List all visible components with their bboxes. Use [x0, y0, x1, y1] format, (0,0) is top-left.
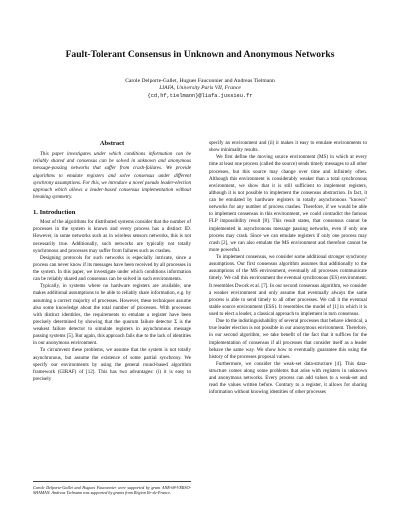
- body-paragraph: specify an environment and (ii) it makes it easy to emulate environments to show minimality results.: [209, 140, 367, 154]
- intro-paragraph: Most of the algorithms for distributed systems consider that the number of processes in the system is known and every process has a distinct ID. However, in some networks such as in wireless sensors networks, this is not necessarily true. Additionally, such networks are typically not totally synchronous and processes may suffer from failures such as crashes.: [33, 219, 191, 254]
- body-paragraph: To implement consensus, we consider some additional stronger synchrony assumptions. Our first consensus algorithm assumes that additionally to the assumptions of the MS environment, eventually all processes communicate timely. We call this environment the eventual synchronous (ES) environment. It resembles Dwork et al. [7]. In our second consensus algorithm, we consider a weaker environment and only assume that eventually always the same process is able to send timely to all other processes. We call it the eventual stable source environment (ESS). It resembles the model of [1] in which it is used to elect a leader, a classical approach to implement in turn consensus.: [209, 254, 367, 317]
- email-address: {cd,hf,tielmann}@liafa.jussieu.fr: [147, 92, 253, 99]
- body-paragraph: Due to the indistinguishability of several processes that behave identical, a true leader election is not possible in our anonymous environment. Therefore, in our second algorithm, we take benefit of the fact that it suffices for the implementation of consensus if all processes that consider itself as a leader behave the same way. We show how to eventually guarantee this using the history of the processes proposal values.: [209, 318, 367, 360]
- intro-paragraph: To circumvent these problems, we assume that the system is not totally asynchronous, but assume the existence of some partial synchrony. We specify our environments by using the general round-based algorithm framework (GIRAF) of [12]. This has two advantages: (i) it is easy to precisely: [33, 347, 191, 382]
- footnote: Carole Delporte-Gallet and Hugues Fauconnier were supported by grant ANR-08-VERSO-SHAMAN. Andreas Tielmann was supported by grants from Région Ile-de-France.: [33, 481, 191, 495]
- abstract-text: This paper investigates under which conditions information can be reliably shared and consensus can be solved in unknown and anonymous message-passing networks that suffer from crash-failures. We provide algorithms to emulate registers and solve consensus under different synchrony assumptions. For this, we introduce a novel pseudo leader-election approach which allows a leader-based consensus implementation without breaking symmetry.: [33, 151, 191, 200]
- right-column: [209, 140, 367, 397]
- left-column: [33, 140, 191, 383]
- body-paragraph: Furthermore, we consider the weak-set data-structure [4]. This data-structure comes along some problems that arise with registers in unknown and anonymous networks. Every process can add values to a weak-set and read the values written before. Contrary to a register, it allows for sharing information without knowing identities of other processes: [209, 360, 367, 396]
- author-names: Carole Delporte-Gallet, Hugues Fauconnier and Andreas Tielmann: [125, 78, 275, 84]
- abstract-heading: Abstract: [99, 140, 125, 147]
- section-heading-introduction: 1. Introduction: [33, 209, 76, 216]
- intro-paragraph: Designing protocols for such networks is especially intricate, since a process can never know if its messages have been received by all processes in the system. In this paper, we investigate under which conditions information can be reliably shared and consensus can be solved in such environments.: [33, 254, 191, 283]
- author-block: [30, 78, 370, 100]
- intro-paragraph: Typically, in systems where no hardware registers are available, one makes additional assumptions to be able to reliably share information, e.g. by assuming a correct majority of processes. However, these techniques assume also some knowledge about the total number of processes. With processes with distinct identities, the requirements to emulate a register have been precisely determined by showing that the quorum failure detector Σ is the weakest failure detector to simulate registers in asynchronous message passing systems [5]. But again, this approach fails due to the lack of identities in our anonymous environment.: [33, 283, 191, 347]
- affiliation: LIAFA, University Paris VII, France: [159, 85, 241, 92]
- paper-title: Fault-Tolerant Consensus in Unknown and Anonymous Networks: [65, 49, 335, 60]
- body-paragraph: We first define the moving source environment (MS) in which at every time at least one process (called the source) sends timely messages to all other processes, but this source may change over time and infinitely often. Although this environment is considerably weaker than a total synchronous environment, we show that it is still sufficient to implement registers, although it is not possible to implement the consensus abstraction. In fact, it can be emulated by hardware registers in totally asynchronous "known" networks for any number of process crashes. Therefore, if we would be able to implement consensus in this environment, we could contradict the famous FLP impossibility result [8]. This result states, that consensus cannot be implemented in asynchronous message passing networks, even if only one process may crash. Since we can emulate registers if only one process may crash [2], we can also emulate the MS environment and therefore cannot be more powerful.: [209, 154, 367, 253]
